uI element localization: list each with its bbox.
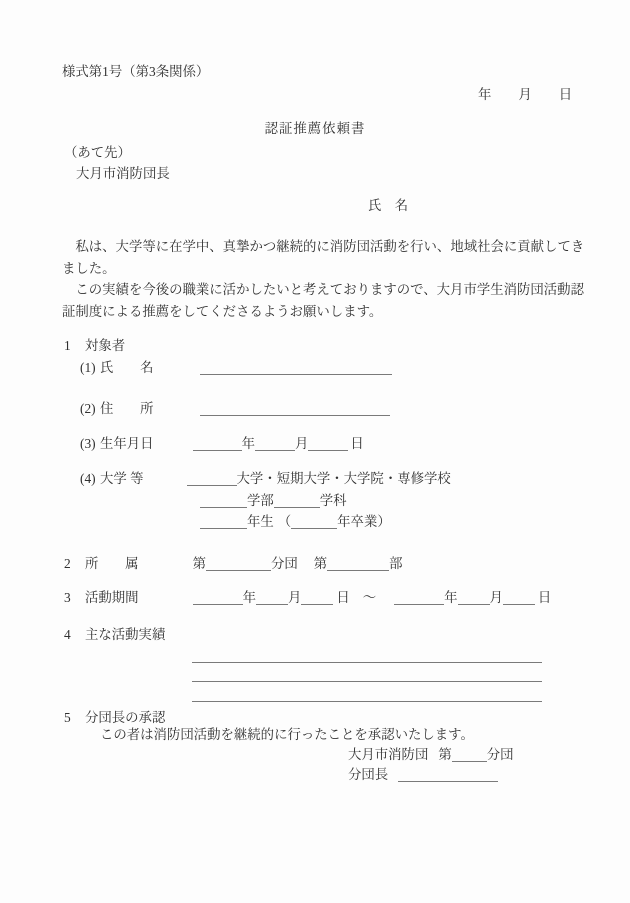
section-number: 1: [64, 338, 71, 353]
section-5-heading: [64, 710, 165, 726]
division-unit-label: 分団: [270, 556, 298, 571]
document-title: 認証推薦依頼書: [264, 121, 366, 136]
issue-date-line: [478, 87, 572, 103]
blank-line-start-year: [193, 591, 243, 605]
day-unit-label: 日: [350, 436, 364, 451]
section-number: 4: [64, 627, 71, 642]
month-unit-label: 月: [489, 590, 503, 605]
blank-line-birth-year: [193, 437, 242, 451]
faculty-unit-label: 学部: [247, 493, 274, 508]
blank-line-address: [200, 402, 390, 416]
activity-line: [192, 701, 542, 702]
dai-prefix: 第: [438, 747, 452, 762]
date-year-label: 年: [478, 87, 492, 102]
year-unit-label: 年: [242, 590, 256, 605]
intro-line: この実績を今後の職業に活かしたいと考えておりますので、大月市学生消防団活動認: [62, 282, 584, 297]
month-unit-label: 月: [294, 436, 309, 451]
item-number: (4): [80, 471, 96, 486]
date-month-label: 月: [518, 87, 532, 102]
form-number: 様式第1号（第3条関係）: [62, 64, 210, 79]
applicant-name-label: 氏 名: [368, 198, 409, 213]
blank-line-faculty: [200, 494, 247, 508]
date-day-label: 日: [558, 87, 573, 102]
section-3-row: [64, 590, 551, 606]
blank-line-grade: [200, 515, 247, 529]
intro-line: 私は、大学等に在学中、真摯かつ継続的に消防団活動を行い、地域社会に貢献してき: [62, 239, 585, 254]
section-4-heading: [64, 627, 165, 643]
tilde-separator: ～: [362, 590, 377, 605]
field-school-row-3: [200, 514, 391, 530]
blank-line-start-day: [301, 591, 333, 605]
section-title: 対象者: [85, 338, 126, 353]
blank-line-squad: [327, 557, 389, 571]
day-unit-label: 日: [336, 590, 350, 605]
approval-chief-row: [348, 767, 498, 783]
squad-unit-label: 部: [389, 556, 403, 571]
item-number: (1): [80, 360, 96, 375]
field-label: 住 所: [100, 401, 154, 416]
section-label: 主な活動実績: [85, 627, 166, 642]
activity-line: [192, 681, 542, 682]
dai-prefix: 第: [313, 556, 328, 571]
intro-line: 証制度による推薦をしてくださるようお願いします。: [62, 303, 383, 319]
blank-line-end-day: [503, 591, 535, 605]
section-number: 5: [64, 710, 71, 725]
item-number: (2): [80, 401, 96, 416]
grade-unit-label: 年生: [247, 514, 274, 529]
section-label: 活動期間: [85, 590, 139, 605]
open-paren: （: [277, 514, 292, 529]
approval-statement: この者は消防団活動を継続的に行ったことを承認いたします。: [100, 727, 474, 742]
blank-line-end-month: [458, 591, 490, 605]
field-birthdate-row: [80, 436, 364, 452]
blank-line-birth-day: [308, 437, 348, 451]
blank-line-birth-month: [255, 437, 295, 451]
school-types-label: 大学・短期大学・大学院・専修学校: [236, 471, 451, 486]
section-label: 所 属: [85, 556, 139, 571]
section-1-heading: [64, 338, 125, 354]
activity-line: [192, 662, 542, 663]
field-label: 大学 等: [100, 471, 144, 486]
field-school-row-1: [80, 471, 451, 487]
addressee-name: 大月市消防団長: [76, 166, 170, 181]
day-unit-label: 日: [537, 590, 552, 605]
blank-line-name: [200, 361, 392, 375]
blank-line-end-year: [394, 591, 444, 605]
intro-line: ました。: [62, 260, 116, 276]
organization-name: 大月市消防団: [348, 747, 429, 762]
chief-title-label: 分団長: [348, 767, 389, 782]
section-label: 分団長の承認: [85, 710, 166, 725]
blank-line-department: [274, 494, 320, 508]
field-label: 氏 名: [100, 360, 154, 375]
blank-line-graduation-year: [291, 515, 337, 529]
intro-paragraphs: [62, 236, 584, 322]
addressee-label: （あて先）: [64, 145, 131, 160]
field-address-row: [80, 401, 390, 417]
blank-line-chief-signature: [398, 768, 498, 782]
blank-line-division: [206, 557, 271, 571]
department-unit-label: 学科: [319, 493, 347, 508]
field-school-row-2: [200, 493, 347, 509]
item-number: (3): [80, 436, 96, 451]
year-unit-label: 年: [444, 590, 458, 605]
field-label: 生年月日: [100, 436, 154, 451]
blank-line-approval-division: [452, 748, 487, 762]
month-unit-label: 月: [287, 590, 302, 605]
section-number: 3: [64, 590, 71, 605]
year-unit-label: 年: [241, 436, 255, 451]
field-name-row: [80, 360, 392, 376]
graduation-unit-label: 年卒業）: [337, 514, 391, 529]
blank-line-start-month: [256, 591, 288, 605]
division-unit-label: 分団: [486, 747, 514, 762]
section-number: 2: [64, 556, 71, 571]
dai-prefix: 第: [192, 556, 206, 571]
section-2-row: [64, 556, 403, 572]
blank-line-school-name: [187, 472, 237, 486]
approval-org-row: [348, 747, 514, 763]
